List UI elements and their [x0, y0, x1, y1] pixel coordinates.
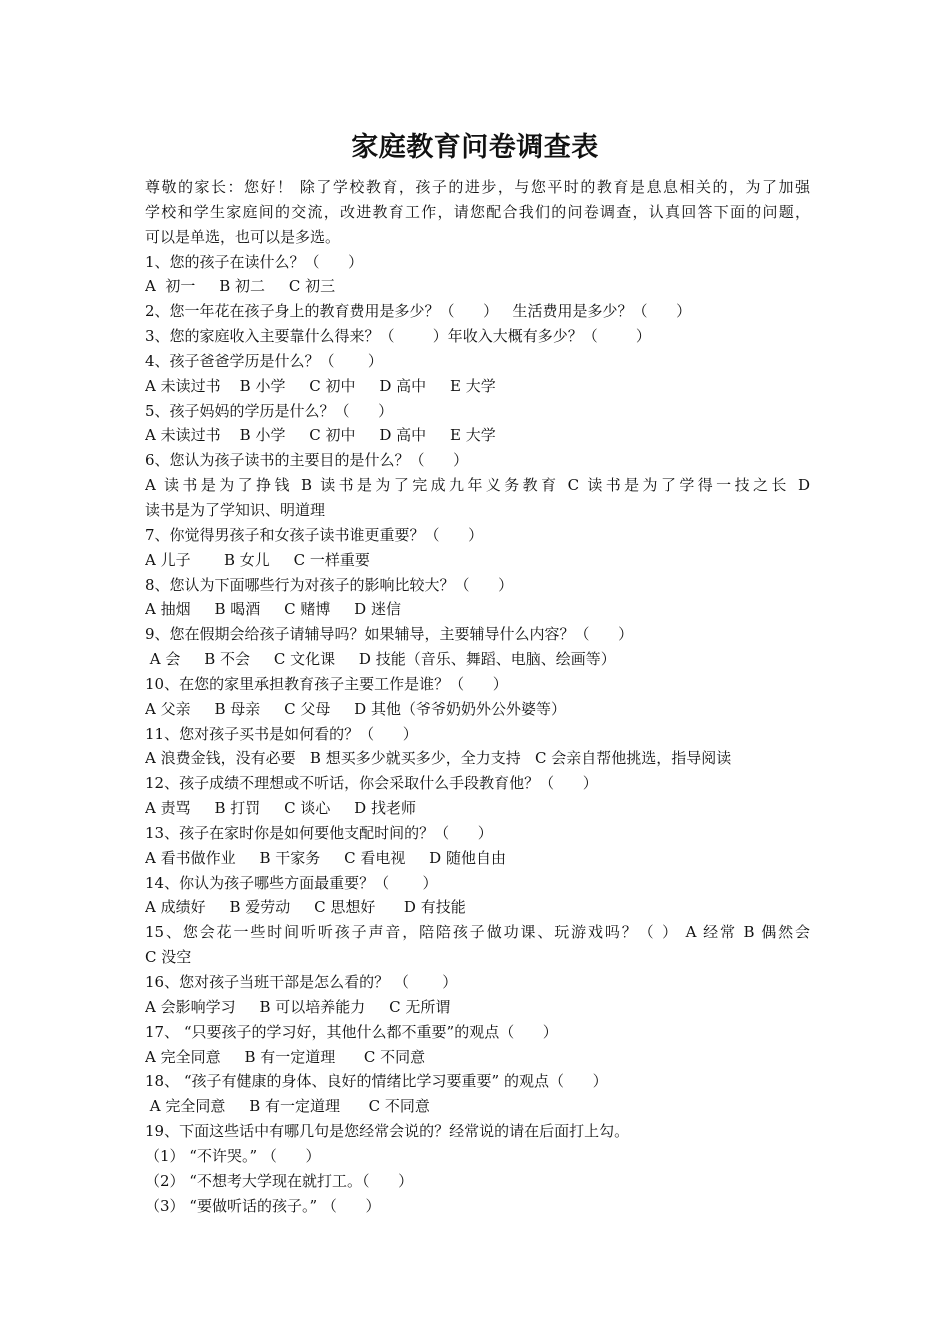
- text-line: A 父亲 B 母亲 C 父母 D 其他（爷爷奶奶外公外婆等）: [145, 699, 566, 718]
- text-line: A 成绩好 B 爱劳动 C 思想好 D 有技能: [145, 898, 466, 917]
- text-line: 17、 “只要孩子的学习好，其他什么都不重要”的观点（ ）: [145, 1022, 558, 1041]
- text-line: 7、你觉得男孩子和女孩子读书谁更重要？（ ）: [145, 525, 484, 544]
- text-line: 14、你认为孩子哪些方面最重要？（ ）: [145, 873, 438, 892]
- text-line: A 抽烟 B 喝酒 C 赌博 D 迷信: [145, 600, 401, 619]
- text-line: （2） “不想考大学现在就打工。（ ）: [145, 1171, 414, 1190]
- text-line: 11、您对孩子买书是如何看的？（ ）: [145, 724, 418, 743]
- text-line: C 没空: [145, 948, 192, 967]
- text-line: 2、您一年花在孩子身上的教育费用是多少？（ ） 生活费用是多少？（ ）: [145, 302, 692, 321]
- text-line: A 初一 B 初二 C 初三: [145, 277, 336, 296]
- text-line: 可以是单选，也可以是多选。: [145, 227, 341, 246]
- text-line: （1） “不许哭。” （ ）: [145, 1146, 321, 1165]
- text-line: A 责骂 B 打罚 C 谈心 D 找老师: [145, 799, 416, 818]
- text-line: 8、您认为下面哪些行为对孩子的影响比较大？（ ）: [145, 575, 514, 594]
- text-line: （3） “要做听话的孩子。” （ ）: [145, 1196, 381, 1215]
- text-line: A 未读过书 B 小学 C 初中 D 高中 E 大学: [145, 376, 496, 395]
- text-line: A 未读过书 B 小学 C 初中 D 高中 E 大学: [145, 426, 496, 445]
- text-line: A 会 B 不会 C 文化课 D 技能（音乐、舞蹈、电脑、绘画等）: [145, 650, 616, 669]
- text-line: A 读书是为了挣钱 B 读书是为了完成九年义务教育 C 读书是为了学得一技之长 D: [145, 476, 810, 495]
- text-line: 1、您的孩子在读什么？（ ）: [145, 252, 364, 271]
- text-line: A 看书做作业 B 干家务 C 看电视 D 随他自由: [145, 848, 506, 867]
- page-title: 家庭教育问卷调查表: [351, 132, 599, 163]
- text-line: 13、孩子在家时你是如何要他支配时间的？（ ）: [145, 823, 493, 842]
- text-line: 6、您认为孩子读书的主要目的是什么？（ ）: [145, 451, 469, 470]
- text-line: 12、孩子成绩不理想或不听话，你会采取什么手段教育他？（ ）: [145, 774, 598, 793]
- text-line: 5、孩子妈妈的学历是什么？（ ）: [145, 401, 394, 420]
- text-line: 尊敬的家长：您好！ 除了学校教育，孩子的进步，与您平时的教育是息息相关的，为了加强: [145, 178, 810, 196]
- text-line: 10、在您的家里承担教育孩子主要工作是谁？（ ）: [145, 674, 508, 693]
- text-line: A 儿子 B 女儿 C 一样重要: [145, 550, 370, 569]
- text-line: A 浪费金钱，没有必要 B 想买多少就买多少，全力支持 C 会亲自帮他挑选，指导阅读: [145, 749, 732, 768]
- text-line: 学校和学生家庭间的交流，改进教育工作，请您配合我们的问卷调查，认真回答下面的问题，: [145, 202, 810, 221]
- text-line: A 完全同意 B 有一定道理 C 不同意: [145, 1047, 426, 1066]
- text-line: 16、您对孩子当班干部是怎么看的？ （ ）: [145, 973, 458, 991]
- text-line: A 完全同意 B 有一定道理 C 不同意: [145, 1097, 430, 1116]
- text-line: A 会影响学习 B 可以培养能力 C 无所谓: [145, 997, 451, 1016]
- text-line: 19、下面这些话中有哪几句是您经常会说的？经常说的请在后面打上勾。: [145, 1122, 630, 1141]
- text-line: 18、 “孩子有健康的身体、良好的情绪比学习要重要” 的观点（ ）: [145, 1072, 608, 1091]
- text-line: 3、您的家庭收入主要靠什么得来？（ ）年收入大概有多少？（ ）: [145, 327, 651, 346]
- text-line: 读书是为了学知识、明道理: [145, 500, 326, 519]
- text-line: 9、您在假期会给孩子请辅导吗？如果辅导，主要辅导什么内容？（ ）: [145, 625, 634, 644]
- text-line: 15、您会花一些时间听听孩子声音，陪陪孩子做功课、玩游戏吗？（ ） A 经常 B 偶然会: [145, 923, 810, 942]
- questionnaire-body: [145, 175, 810, 1218]
- text-line: 4、孩子爸爸学历是什么？（ ）: [145, 351, 383, 370]
